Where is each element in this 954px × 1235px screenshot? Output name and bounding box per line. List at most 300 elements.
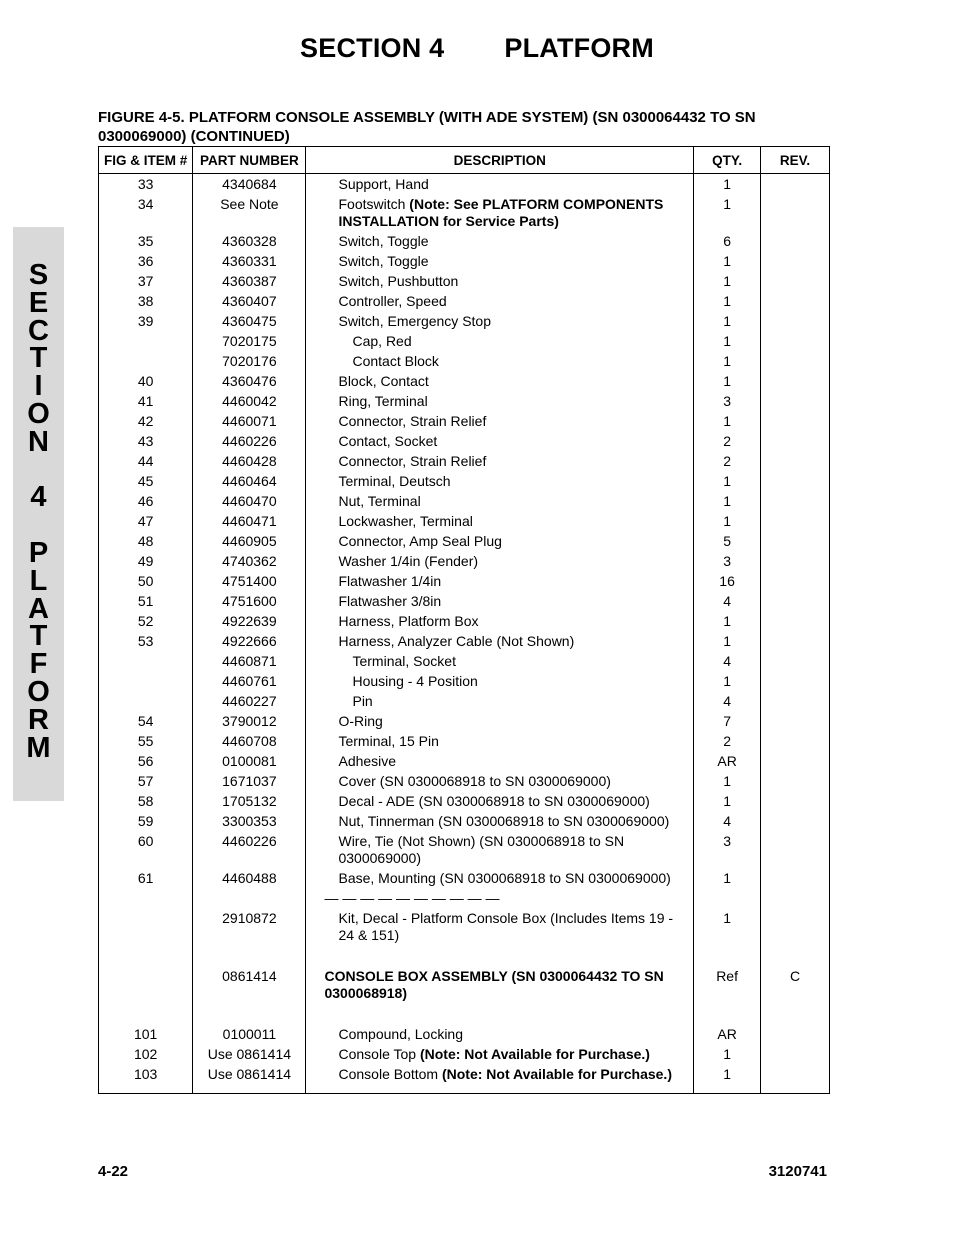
- part-number-cell: 4460708: [193, 732, 306, 752]
- rev-cell: [761, 312, 830, 332]
- table-row: [99, 1045, 830, 1065]
- description-cell: [306, 732, 694, 752]
- fig-item-cell: 55: [99, 732, 193, 752]
- description-text: Wire, Tie (Not Shown) (SN 0300068918 to SN 0300069000): [338, 833, 625, 866]
- qty-cell: 1: [694, 292, 761, 312]
- qty-cell: 1: [694, 412, 761, 432]
- fig-item-cell: 48: [99, 532, 193, 552]
- table-row: [99, 672, 830, 692]
- qty-cell: 1: [694, 492, 761, 512]
- fig-item-cell: 49: [99, 552, 193, 572]
- rev-cell: [761, 1045, 830, 1065]
- part-number-cell: 0100011: [193, 1025, 306, 1045]
- fig-item-cell: 59: [99, 812, 193, 832]
- rev-cell: [761, 292, 830, 312]
- part-number-cell: 4360328: [193, 232, 306, 252]
- description-cell: [306, 432, 694, 452]
- table-row: [99, 632, 830, 652]
- fig-item-cell: 42: [99, 412, 193, 432]
- part-number-cell: 7020175: [193, 332, 306, 352]
- description-text: Terminal, 15 Pin: [338, 733, 439, 749]
- side-tab-letter: S: [28, 259, 49, 291]
- table-row: [99, 652, 830, 672]
- description-cell: [306, 492, 694, 512]
- side-tab-letter: T: [29, 342, 48, 375]
- description-text: Cover (SN 0300068918 to SN 0300069000): [338, 773, 611, 789]
- rev-cell: [761, 869, 830, 889]
- table-row: [99, 772, 830, 792]
- qty-cell: 2: [694, 432, 761, 452]
- part-number-cell: 4460042: [193, 392, 306, 412]
- qty-cell: 1: [694, 772, 761, 792]
- part-number-cell: See Note: [193, 195, 306, 232]
- part-number-cell: 4460470: [193, 492, 306, 512]
- description-text: Console Bottom: [338, 1066, 442, 1082]
- description-cell: [306, 612, 694, 632]
- part-number-cell: [193, 1004, 306, 1025]
- side-tab-letters: [13, 259, 64, 764]
- fig-item-cell: 101: [99, 1025, 193, 1045]
- table-row: [99, 812, 830, 832]
- description-text: Housing - 4 Position: [352, 673, 478, 689]
- qty-cell: 4: [694, 592, 761, 612]
- description-cell: [306, 869, 694, 889]
- table-row: [99, 792, 830, 812]
- qty-cell: 1: [694, 869, 761, 889]
- description-cell: [306, 332, 694, 352]
- part-number-cell: 0861414: [193, 967, 306, 1004]
- fig-item-cell: [99, 1004, 193, 1025]
- qty-cell: 5: [694, 532, 761, 552]
- qty-cell: 2: [694, 452, 761, 472]
- description-text: Ring, Terminal: [338, 393, 428, 409]
- table-row: [99, 869, 830, 889]
- qty-cell: 1: [694, 332, 761, 352]
- description-cell: [306, 552, 694, 572]
- rev-cell: [761, 252, 830, 272]
- description-cell: [306, 532, 694, 552]
- part-number-cell: Use 0861414: [193, 1065, 306, 1094]
- side-tab-letter: C: [28, 314, 49, 347]
- part-number-cell: 4460761: [193, 672, 306, 692]
- qty-cell: [694, 1004, 761, 1025]
- rev-cell: [761, 195, 830, 232]
- fig-item-cell: 36: [99, 252, 193, 272]
- description-text: Support, Hand: [338, 176, 429, 192]
- description-cell: [306, 752, 694, 772]
- qty-cell: 1: [694, 272, 761, 292]
- rev-cell: [761, 712, 830, 732]
- description-cell: [306, 452, 694, 472]
- qty-cell: 1: [694, 632, 761, 652]
- side-tab-letter: E: [28, 286, 49, 319]
- rev-cell: [761, 812, 830, 832]
- qty-cell: AR: [694, 752, 761, 772]
- fig-item-cell: [99, 909, 193, 946]
- description-cell: [306, 232, 694, 252]
- part-number-cell: 1671037: [193, 772, 306, 792]
- description-cell: [306, 292, 694, 312]
- qty-cell: 1: [694, 792, 761, 812]
- rev-cell: [761, 352, 830, 372]
- fig-item-cell: [99, 946, 193, 967]
- description-cell: [306, 712, 694, 732]
- table-row: [99, 174, 830, 195]
- fig-item-cell: 57: [99, 772, 193, 792]
- fig-item-cell: 41: [99, 392, 193, 412]
- table-row: [99, 532, 830, 552]
- fig-item-cell: [99, 652, 193, 672]
- description-text: Switch, Emergency Stop: [338, 313, 491, 329]
- fig-item-cell: 35: [99, 232, 193, 252]
- description-cell: [306, 312, 694, 332]
- part-number-cell: 4460905: [193, 532, 306, 552]
- part-number-cell: 4460226: [193, 432, 306, 452]
- description-cell: [306, 252, 694, 272]
- side-tab-letter: I: [34, 370, 43, 403]
- rev-cell: [761, 732, 830, 752]
- side-tab-letter: O: [27, 675, 50, 708]
- description-text: Kit, Decal - Platform Console Box (Includes Items 19 - 24 & 151): [338, 910, 674, 943]
- rev-cell: [761, 572, 830, 592]
- description-cell: [306, 392, 694, 412]
- description-text: Cap, Red: [352, 333, 412, 349]
- table-row: [99, 1065, 830, 1094]
- description-text: Washer 1/4in (Fender): [338, 553, 479, 569]
- qty-cell: 4: [694, 692, 761, 712]
- rev-cell: [761, 552, 830, 572]
- col-header-fig: FIG & ITEM #: [99, 147, 193, 174]
- description-text: Footswitch: [338, 196, 410, 212]
- table-row: [99, 1004, 830, 1025]
- qty-cell: 4: [694, 812, 761, 832]
- rev-cell: [761, 612, 830, 632]
- qty-cell: 1: [694, 252, 761, 272]
- rev-cell: [761, 909, 830, 946]
- fig-item-cell: 43: [99, 432, 193, 452]
- description-cell: [306, 1065, 694, 1094]
- table-row: [99, 332, 830, 352]
- side-tab-letter: [13, 457, 64, 485]
- section-side-tab: [13, 227, 64, 801]
- qty-cell: 3: [694, 832, 761, 869]
- table-row: [99, 967, 830, 1004]
- part-number-cell: 4751400: [193, 572, 306, 592]
- description-text: Switch, Toggle: [338, 253, 429, 269]
- rev-cell: [761, 492, 830, 512]
- part-number-cell: 4460226: [193, 832, 306, 869]
- fig-item-cell: [99, 692, 193, 712]
- part-number-cell: 4460488: [193, 869, 306, 889]
- description-text: Switch, Pushbutton: [338, 273, 459, 289]
- qty-cell: 1: [694, 672, 761, 692]
- part-number-cell: 4360407: [193, 292, 306, 312]
- section-title: PLATFORM: [504, 33, 654, 63]
- description-text: Flatwasher 3/8in: [338, 593, 442, 609]
- rev-cell: [761, 512, 830, 532]
- table-row: [99, 732, 830, 752]
- side-tab-letter: A: [28, 592, 49, 625]
- part-number-cell: [193, 946, 306, 967]
- fig-item-cell: 54: [99, 712, 193, 732]
- part-number-cell: 0100081: [193, 752, 306, 772]
- part-number-cell: 4360387: [193, 272, 306, 292]
- description-text: O-Ring: [338, 713, 383, 729]
- qty-cell: 16: [694, 572, 761, 592]
- table-row: [99, 292, 830, 312]
- fig-item-cell: 60: [99, 832, 193, 869]
- table-header-row: [99, 147, 830, 174]
- side-tab-letter: M: [26, 731, 51, 764]
- qty-cell: 1: [694, 909, 761, 946]
- fig-item-cell: 44: [99, 452, 193, 472]
- description-cell: [306, 1025, 694, 1045]
- description-text: Switch, Toggle: [338, 233, 429, 249]
- table-row: [99, 232, 830, 252]
- part-number-cell: [193, 889, 306, 909]
- page-number: 4-22: [98, 1163, 129, 1180]
- qty-cell: [694, 889, 761, 909]
- fig-item-cell: [99, 352, 193, 372]
- table-row: [99, 252, 830, 272]
- qty-cell: 1: [694, 352, 761, 372]
- rev-cell: [761, 652, 830, 672]
- description-cell: [306, 195, 694, 232]
- fig-item-cell: 45: [99, 472, 193, 492]
- description-text: Console Top: [338, 1046, 420, 1062]
- side-tab-letter: T: [29, 620, 48, 653]
- part-number-cell: 7020176: [193, 352, 306, 372]
- description-text: Terminal, Deutsch: [338, 473, 451, 489]
- table-row: [99, 712, 830, 732]
- table-row: [99, 909, 830, 946]
- description-text: Decal - ADE (SN 0300068918 to SN 0300069000): [338, 793, 650, 809]
- table-row: [99, 452, 830, 472]
- fig-item-cell: 38: [99, 292, 193, 312]
- description-note: (Note: Not Available for Purchase.): [441, 1066, 672, 1082]
- part-number-cell: 3300353: [193, 812, 306, 832]
- table-row: [99, 512, 830, 532]
- rev-cell: [761, 174, 830, 195]
- fig-item-cell: [99, 672, 193, 692]
- col-header-part: PART NUMBER: [193, 147, 306, 174]
- rev-cell: [761, 1065, 830, 1094]
- table-row: [99, 889, 830, 909]
- part-number-cell: Use 0861414: [193, 1045, 306, 1065]
- fig-item-cell: 52: [99, 612, 193, 632]
- qty-cell: 1: [694, 372, 761, 392]
- part-number-cell: 4460471: [193, 512, 306, 532]
- description-text: Compound, Locking: [338, 1026, 464, 1042]
- table-row: [99, 592, 830, 612]
- qty-cell: 2: [694, 732, 761, 752]
- fig-item-cell: 58: [99, 792, 193, 812]
- figure-caption: FIGURE 4-5. PLATFORM CONSOLE ASSEMBLY (WITH ADE SYSTEM) (SN 0300064432 TO SN 0300069000) (CONTINUED): [98, 109, 756, 145]
- side-tab-letter: 4: [30, 481, 47, 514]
- fig-item-cell: 102: [99, 1045, 193, 1065]
- fig-item-cell: 40: [99, 372, 193, 392]
- rev-cell: [761, 772, 830, 792]
- col-header-rev: REV.: [761, 147, 830, 174]
- fig-item-cell: 56: [99, 752, 193, 772]
- description-cell: [306, 632, 694, 652]
- fig-item-cell: 34: [99, 195, 193, 232]
- fig-item-cell: 51: [99, 592, 193, 612]
- description-cell: [306, 412, 694, 432]
- rev-cell: [761, 632, 830, 652]
- qty-cell: 1: [694, 174, 761, 195]
- description-text: Block, Contact: [338, 373, 429, 389]
- description-cell: [306, 572, 694, 592]
- table-row: [99, 612, 830, 632]
- description-cell: [306, 472, 694, 492]
- part-number-cell: 4360475: [193, 312, 306, 332]
- description-cell: [306, 512, 694, 532]
- part-number-cell: 4360476: [193, 372, 306, 392]
- part-number-cell: 4740362: [193, 552, 306, 572]
- qty-cell: 4: [694, 652, 761, 672]
- rev-cell: [761, 946, 830, 967]
- qty-cell: 1: [694, 312, 761, 332]
- fig-item-cell: 46: [99, 492, 193, 512]
- table-row: [99, 432, 830, 452]
- description-text: Adhesive: [338, 753, 397, 769]
- fig-item-cell: 61: [99, 869, 193, 889]
- description-cell: [306, 832, 694, 869]
- qty-cell: [694, 946, 761, 967]
- col-header-desc: DESCRIPTION: [306, 147, 694, 174]
- description-cell: [306, 372, 694, 392]
- rev-cell: [761, 432, 830, 452]
- side-tab-letter: R: [28, 703, 49, 736]
- description-cell: [306, 272, 694, 292]
- table-row: [99, 492, 830, 512]
- qty-cell: 7: [694, 712, 761, 732]
- side-tab-letter: P: [28, 536, 49, 569]
- part-number-cell: 4922666: [193, 632, 306, 652]
- part-number-cell: 4460071: [193, 412, 306, 432]
- section-label: SECTION 4: [300, 33, 445, 63]
- rev-cell: [761, 332, 830, 352]
- qty-cell: 1: [694, 612, 761, 632]
- description-note: CONSOLE BOX ASSEMBLY (SN 0300064432 TO SN 0300068918): [324, 968, 664, 1001]
- parts-table-body: [99, 174, 830, 1094]
- part-number-cell: 1705132: [193, 792, 306, 812]
- description-note: (Note: See PLATFORM COMPONENTS INSTALLATION for Service Parts): [338, 196, 664, 229]
- fig-item-cell: 50: [99, 572, 193, 592]
- description-cell: [306, 909, 694, 946]
- table-row: [99, 352, 830, 372]
- rev-cell: C: [761, 967, 830, 1004]
- description-note: (Note: Not Available for Purchase.): [419, 1046, 650, 1062]
- description-text: Harness, Analyzer Cable (Not Shown): [338, 633, 575, 649]
- description-cell: [306, 174, 694, 195]
- col-header-qty: QTY.: [694, 147, 761, 174]
- part-number-cell: 4460428: [193, 452, 306, 472]
- side-tab-letter: N: [28, 425, 49, 458]
- description-text: Terminal, Socket: [352, 653, 456, 669]
- fig-item-cell: 39: [99, 312, 193, 332]
- fig-item-cell: [99, 967, 193, 1004]
- rev-cell: [761, 472, 830, 492]
- part-number-cell: 2910872: [193, 909, 306, 946]
- rev-cell: [761, 792, 830, 812]
- side-tab-letter: F: [29, 648, 48, 681]
- document-number: 3120741: [768, 1163, 827, 1180]
- qty-cell: 1: [694, 512, 761, 532]
- description-text: Connector, Amp Seal Plug: [338, 533, 502, 549]
- description-text: Contact Block: [352, 353, 439, 369]
- part-number-cell: 4460871: [193, 652, 306, 672]
- part-number-cell: 4460464: [193, 472, 306, 492]
- part-number-cell: 4360331: [193, 252, 306, 272]
- rev-cell: [761, 832, 830, 869]
- description-cell: [306, 592, 694, 612]
- description-text: Nut, Tinnerman (SN 0300068918 to SN 0300069000): [338, 813, 670, 829]
- rev-cell: [761, 272, 830, 292]
- qty-cell: 1: [694, 1065, 761, 1094]
- table-row: [99, 752, 830, 772]
- table-row: [99, 372, 830, 392]
- description-cell: [306, 692, 694, 712]
- qty-cell: 3: [694, 392, 761, 412]
- description-cell: [306, 772, 694, 792]
- description-cell: [306, 812, 694, 832]
- side-tab-letter: O: [27, 397, 50, 430]
- table-row: [99, 272, 830, 292]
- table-row: [99, 832, 830, 869]
- parts-table: [98, 146, 830, 1094]
- table-row: [99, 472, 830, 492]
- qty-cell: AR: [694, 1025, 761, 1045]
- rev-cell: [761, 412, 830, 432]
- rev-cell: [761, 1025, 830, 1045]
- description-text: Base, Mounting (SN 0300068918 to SN 0300069000): [338, 870, 671, 886]
- qty-cell: 6: [694, 232, 761, 252]
- table-row: [99, 312, 830, 332]
- description-text: Connector, Strain Relief: [338, 413, 487, 429]
- qty-cell: 1: [694, 472, 761, 492]
- description-text: Flatwasher 1/4in: [338, 573, 442, 589]
- rev-cell: [761, 392, 830, 412]
- fig-item-cell: 103: [99, 1065, 193, 1094]
- fig-item-cell: 37: [99, 272, 193, 292]
- rev-cell: [761, 1004, 830, 1025]
- rev-cell: [761, 692, 830, 712]
- table-row: [99, 552, 830, 572]
- rev-cell: [761, 452, 830, 472]
- table-row: [99, 412, 830, 432]
- table-row: [99, 392, 830, 412]
- description-text: Connector, Strain Relief: [338, 453, 487, 469]
- table-row: [99, 572, 830, 592]
- rev-cell: [761, 592, 830, 612]
- description-text: — — — — — — — — — —: [324, 890, 500, 906]
- page-title: [0, 33, 954, 64]
- fig-item-cell: 33: [99, 174, 193, 195]
- description-cell: [306, 1045, 694, 1065]
- description-text: Lockwasher, Terminal: [338, 513, 473, 529]
- table-row: [99, 195, 830, 232]
- part-number-cell: 4751600: [193, 592, 306, 612]
- description-cell: [306, 967, 694, 1004]
- description-cell: [306, 652, 694, 672]
- qty-cell: 1: [694, 1045, 761, 1065]
- part-number-cell: 4460227: [193, 692, 306, 712]
- table-row: [99, 692, 830, 712]
- rev-cell: [761, 532, 830, 552]
- part-number-cell: 3790012: [193, 712, 306, 732]
